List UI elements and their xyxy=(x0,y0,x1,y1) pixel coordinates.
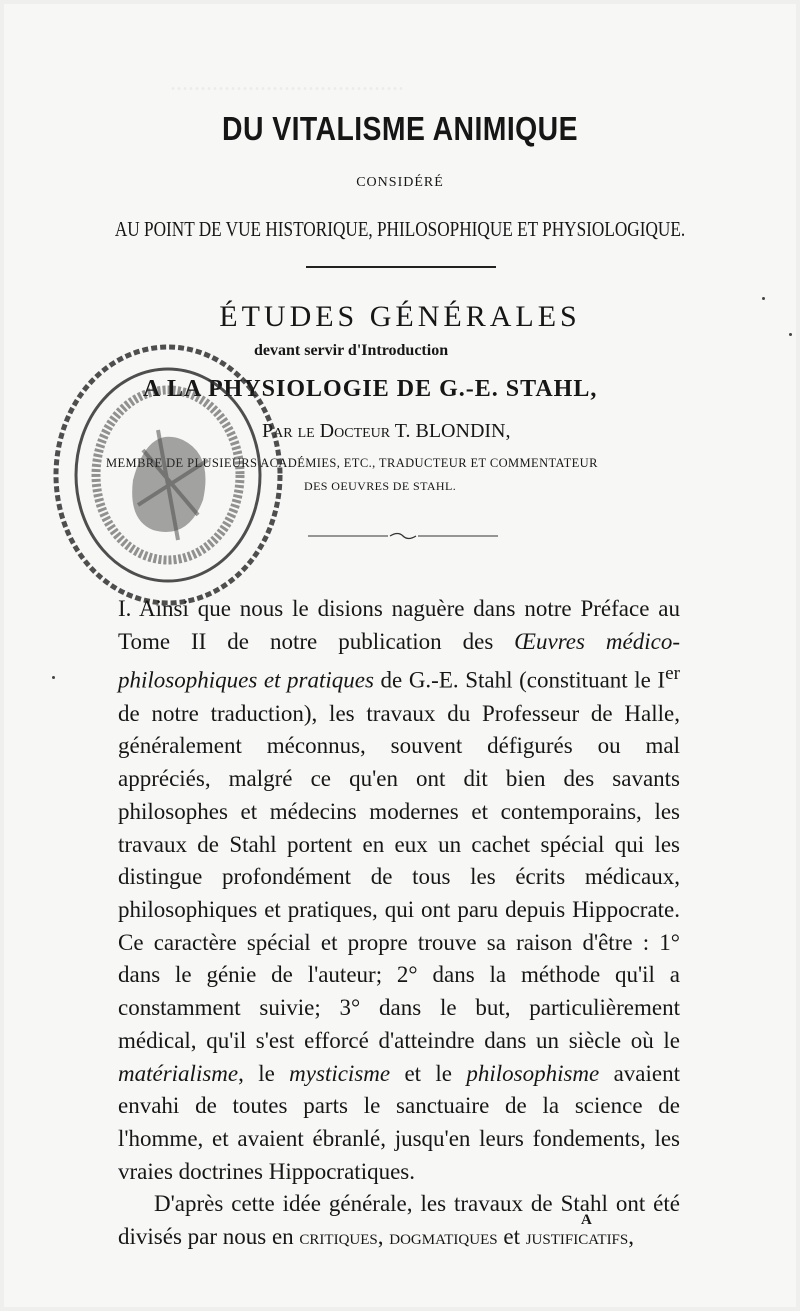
oeuvres-line: DES OEUVRES DE STAHL. xyxy=(304,479,457,493)
section-heading: ÉTUDES GÉNÉRALES xyxy=(219,300,581,333)
title-rule xyxy=(306,266,496,268)
body-text xyxy=(118,593,680,1254)
library-stamp xyxy=(38,330,298,620)
subtitle: AU POINT DE VUE HISTORIQUE, PHILOSOPHIQUE ET PHYSIOLOGIQUE. xyxy=(114,217,686,241)
speck xyxy=(762,297,765,300)
considere-label: CONSIDÉRÉ xyxy=(356,175,444,190)
speck xyxy=(789,333,792,336)
speck xyxy=(52,676,55,679)
paragraph-1: I. Ainsi que nous le disions naguère dans notre Préface au Tome II de notre publication des Œuvres médico-philosophiques et pratiques de G.-E. Stahl (constituant le Ier de notre traduction), les travaux du Professeur de Halle, généralement méconnus, souvent défigurés ou mal appréciés, malgré ce qu'en ont dit bien des savants philosophes et médecins modernes et contemporains, les travaux de Stahl portent en eux un cachet spécial qui les distingue profondément de tous les écrits médicaux, philosophiques et pratiques, qui ont paru depuis Hippocrate. Ce caractère spécial et propre trouve sa raison d'être : 1° dans le génie de l'auteur; 2° dans la méthode qu'il a constamment suivie; 3° dans le but, particulièrement médical, qu'il s'est efforcé d'atteindre dans un siècle où le matérialisme, le mysticisme et le philosophisme avaient envahi de toutes parts le sanctuaire de la science de l'homme, et avaient ébranlé, jusqu'en leurs fondements, les vraies doctrines Hippocratiques. xyxy=(118,596,681,1184)
author-line xyxy=(262,420,511,443)
author-prefix: Par le Docteur xyxy=(262,420,391,442)
author-name: T. BLONDIN, xyxy=(394,420,511,442)
physiology-line: A LA PHYSIOLOGIE DE G.-E. STAHL, xyxy=(143,376,598,402)
intro-line: devant servir d'Introduction xyxy=(254,342,449,359)
main-title: DU VITALISME ANIMIQUE xyxy=(222,110,578,147)
member-line: MEMBRE DE PLUSIEURS ACADÉMIES, ETC., TRADUCTEUR ET COMMENTATEUR xyxy=(106,456,598,470)
ornament-rule xyxy=(308,531,498,541)
paragraph-2: D'après cette idée générale, les travaux de Stahl ont été divisés par nous en critiques, dogmatiques et justificatifs, xyxy=(118,1191,680,1250)
signature-mark: A xyxy=(581,1212,592,1228)
